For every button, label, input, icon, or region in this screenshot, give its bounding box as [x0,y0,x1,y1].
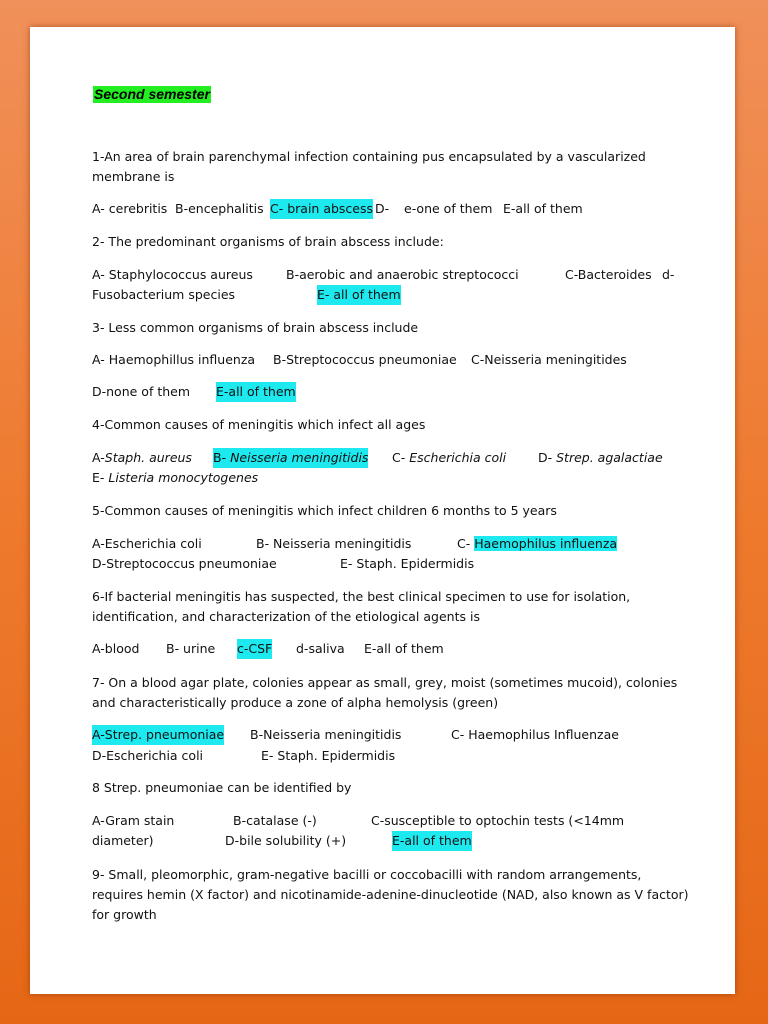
q2-option-d-text: Fusobacterium species [92,287,236,302]
page-title: Second semester [94,86,210,102]
q8-option-c: C-susceptible to optochin tests (<14mm [371,813,625,828]
q6-option-a: A-blood [92,641,140,656]
question-6: 6-If bacterial meningitis has suspected, the best clinical specimen to use for isolation, identification, and characterization of the etiological agents is [92,589,631,624]
q1-option-c-answer: C- brain abscess [270,199,373,219]
question-3: 3- Less common organisms of brain abscess include [92,320,419,335]
q1-option-d: D- [375,201,390,216]
q2-option-e-answer: E- all of them [317,285,401,305]
question-5: 5-Common causes of meningitis which infect children 6 months to 5 years [92,503,557,518]
q5-option-e: E- Staph. Epidermidis [340,556,475,571]
q5-option-c: C- Haemophilus influenza [457,536,618,551]
q1-option-e: E-all of them [503,201,583,216]
q4-option-d: D- Strep. agalactiae [538,450,663,465]
question-4: 4-Common causes of meningitis which infect all ages [92,417,426,432]
q1-option-a: A- cerebritis [92,201,168,216]
q5-option-d: D-Streptococcus pneumoniae [92,556,277,571]
q2-option-b: B-aerobic and anaerobic streptococci [286,267,519,282]
q8-option-c-text: diameter) [92,833,154,848]
q4-option-e: E- Listeria monocytogenes [92,470,259,485]
q7-option-a-answer: A-Strep. pneumoniae [92,725,224,745]
question-7: 7- On a blood agar plate, colonies appear as small, grey, moist (sometimes mucoid), colonies and characteristically produce a zone of alpha hemolysis (green) [92,675,678,710]
q3-option-e-answer: E-all of them [216,382,296,402]
q6-option-d: d-saliva [296,641,345,656]
q2-option-c: C-Bacteroides [565,267,652,282]
q2-option-d: d- [662,267,675,282]
question-2: 2- The predominant organisms of brain abscess include: [92,234,444,249]
question-1: 1-An area of brain parenchymal infection containing pus encapsulated by a vascularized membrane is [92,149,646,184]
question-9: 9- Small, pleomorphic, gram-negative bacilli or coccobacilli with random arrangements, requires hemin (X factor) and nicotinamide-adenine-dinucleotide (NAD, also known as V factor) for growth [92,867,689,922]
q6-option-c-answer: c-CSF [237,639,272,659]
q5-option-b: B- Neisseria meningitidis [256,536,412,551]
q1-option-d-text: e-one of them [404,201,493,216]
q2-option-a: A- Staphylococcus aureus [92,267,253,282]
q4-option-b-answer: B- Neisseria meningitidis [213,448,368,468]
question-8: 8 Strep. pneumoniae can be identified by [92,780,352,795]
q6-option-b: B- urine [166,641,216,656]
q7-option-e: E- Staph. Epidermidis [261,748,396,763]
q7-option-b: B-Neisseria meningitidis [250,727,402,742]
q8-option-e-answer: E-all of them [392,831,472,851]
q7-option-d: D-Escherichia coli [92,748,204,763]
q3-option-d: D-none of them [92,384,191,399]
q8-option-d: D-bile solubility (+) [225,833,347,848]
q7-option-c: C- Haemophilus Influenzae [451,727,619,742]
q5-option-c-answer: Haemophilus influenza [474,536,618,551]
q3-option-c: C-Neisseria meningitides [471,352,627,367]
q3-option-a: A- Haemophillus influenza [92,352,256,367]
q5-option-a: A-Escherichia coli [92,536,202,551]
q3-option-b: B-Streptococcus pneumoniae [273,352,457,367]
q6-option-e: E-all of them [364,641,444,656]
q4-option-c: C- Escherichia coli [392,450,507,465]
q4-option-a: A-Staph. aureus [92,450,192,465]
q1-option-b: B-encephalitis [175,201,264,216]
q8-option-a: A-Gram stain [92,813,175,828]
q8-option-b: B-catalase (-) [233,813,317,828]
document-page [30,27,735,994]
